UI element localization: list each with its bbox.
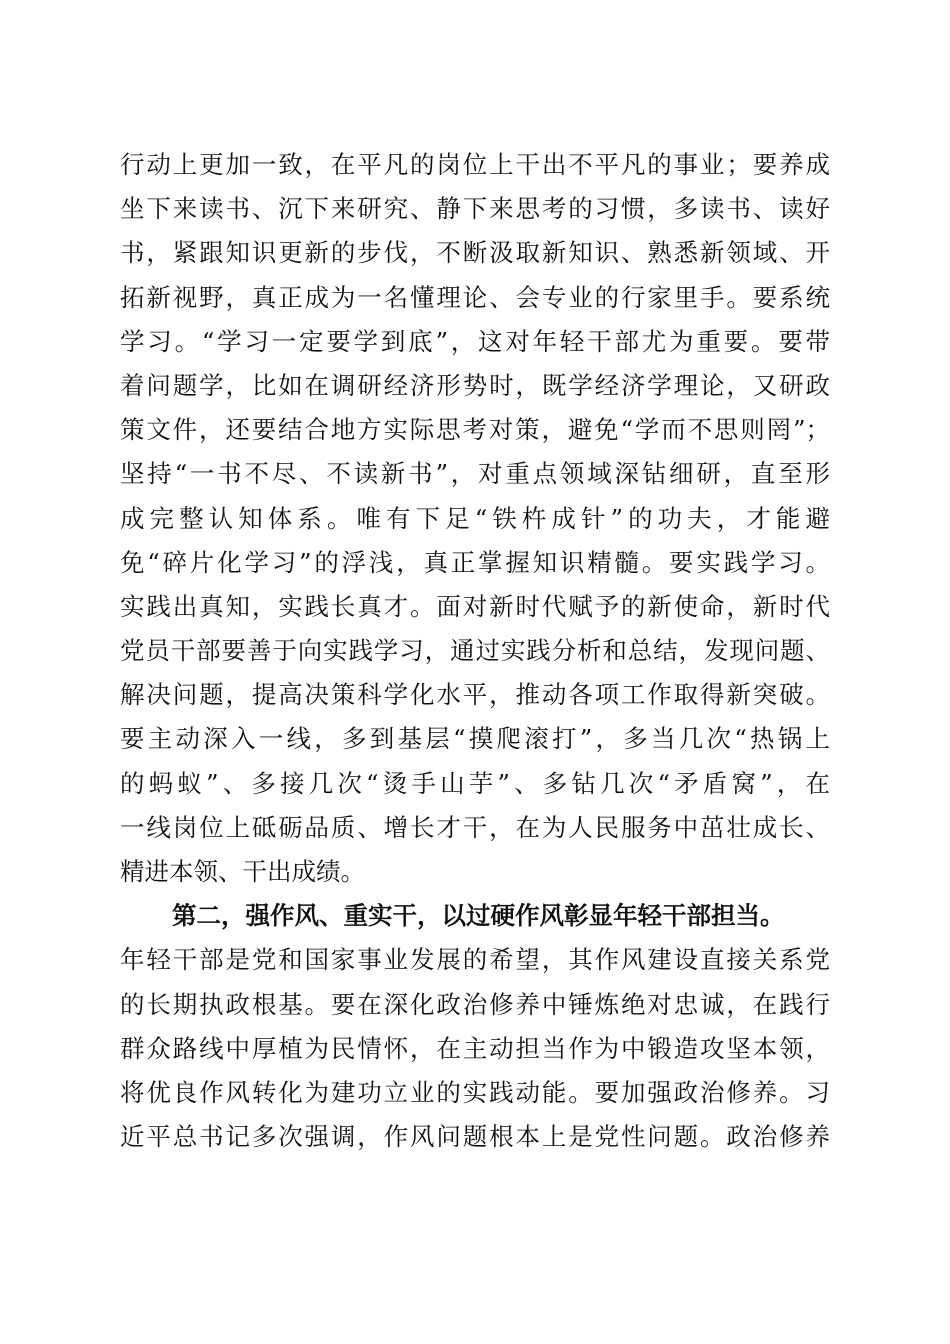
text-line: 的蚂蚁”、多接几次“烫手山芋”、多钻几次“矛盾窝”，在 bbox=[120, 768, 830, 798]
text-line: 行动上更加一致，在平凡的岗位上干出不平凡的事业；要养成 bbox=[120, 150, 830, 179]
text-line: 策文件，还要结合地方实际思考对策，避免“学而不思则罔”； bbox=[120, 415, 830, 445]
text-line: 将优良作风转化为建功立业的实践动能。要加强政治修养。习 bbox=[120, 1077, 830, 1107]
text-line: 精进本领、干出成绩。 bbox=[120, 857, 365, 886]
text-line: 书，紧跟知识更新的步伐，不断汲取新知识、熟悉新领域、开 bbox=[120, 238, 830, 268]
text-line: 学习。“学习一定要学到底”，这对年轻干部尤为重要。要带 bbox=[120, 326, 830, 356]
text-line: 成完整认知体系。唯有下足“铁杵成针”的功夫，才能避 bbox=[120, 503, 830, 533]
text-line: 要主动深入一线，多到基层“摸爬滚打”，多当几次“热锅上 bbox=[120, 724, 830, 754]
text-line: 一线岗位上砥砺品质、增长才干，在为人民服务中茁壮成长、 bbox=[120, 812, 830, 842]
text-line: 免“碎片化学习”的浮浅，真正掌握知识精髓。要实践学习。 bbox=[120, 547, 830, 577]
body-text bbox=[120, 143, 830, 1159]
text-line: 党员干部要善于向实践学习，通过实践分析和总结，发现问题、 bbox=[120, 636, 830, 666]
text-line: 近平总书记多次强调，作风问题根本上是党性问题。政治修养 bbox=[120, 1122, 830, 1152]
text-line: 坐下来读书、沉下来研究、静下来思考的习惯，多读书、读好 bbox=[120, 194, 830, 224]
text-line: 坚持“一书不尽、不读新书”，对重点领域深钻细研，直至形 bbox=[120, 459, 830, 489]
text-line: 着问题学，比如在调研经济形势时，既学经济学理论，又研政 bbox=[120, 370, 830, 400]
text-line: 实践出真知，实践长真才。面对新时代赋予的新使命，新时代 bbox=[120, 591, 830, 621]
section-heading: 第二，强作风、重实干，以过硬作风彰显年轻干部担当。 bbox=[172, 901, 785, 931]
text-line: 解决问题，提高决策科学化水平，推动各项工作取得新突破。 bbox=[120, 680, 830, 710]
text-line: 年轻干部是党和国家事业发展的希望，其作风建设直接关系党 bbox=[120, 945, 830, 975]
text-line: 拓新视野，真正成为一名懂理论、会专业的行家里手。要系统 bbox=[120, 282, 830, 312]
text-line: 的长期执政根基。要在深化政治修养中锤炼绝对忠诚，在践行 bbox=[120, 989, 830, 1019]
text-line: 群众路线中厚植为民情怀，在主动担当作为中锻造攻坚本领， bbox=[120, 1033, 830, 1063]
